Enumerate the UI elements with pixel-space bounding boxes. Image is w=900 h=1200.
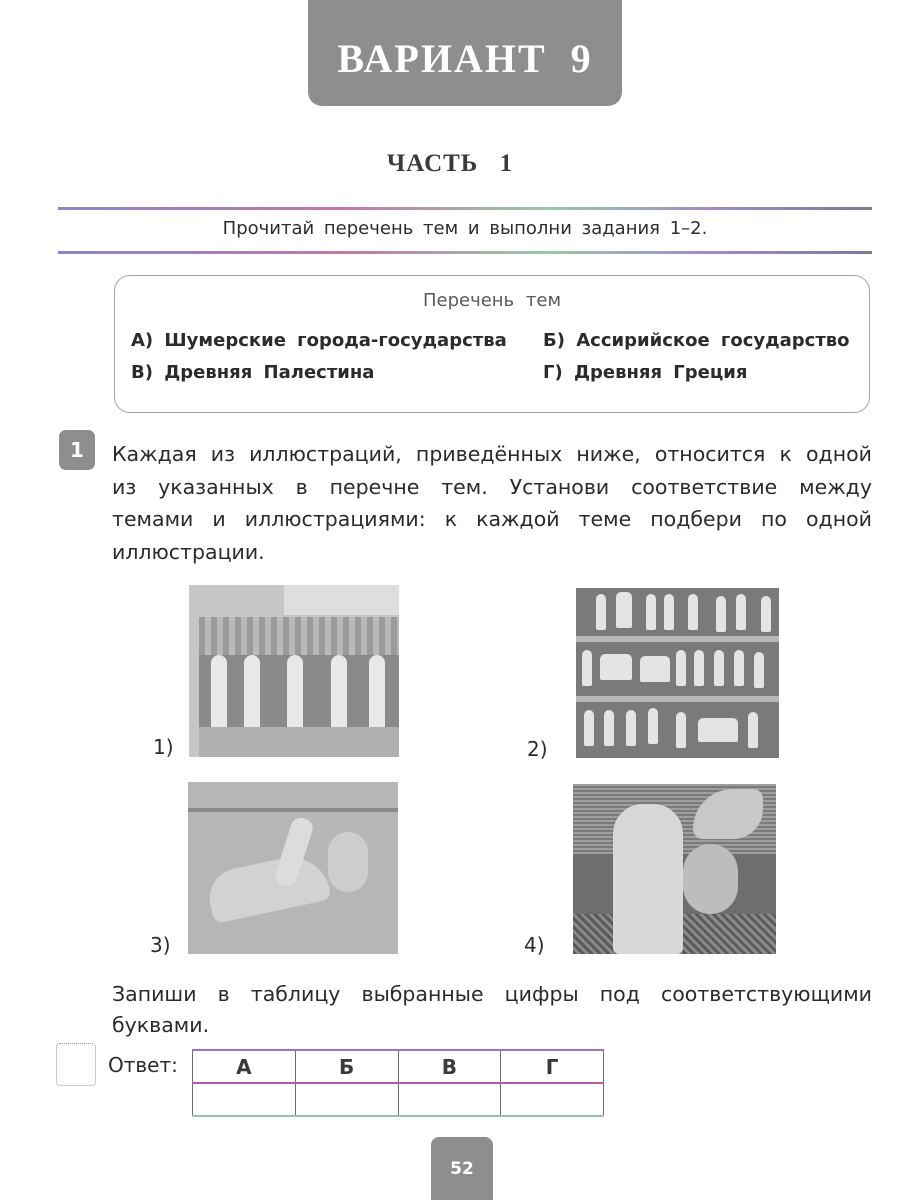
answer-table — [192, 1049, 604, 1117]
answer-label: Ответ: — [108, 1053, 178, 1077]
illustration-4-label: 4) — [524, 933, 545, 957]
part-title: ЧАСТЬ 1 — [386, 150, 514, 177]
answer-cell-b[interactable] — [295, 1083, 398, 1116]
illustration-1-label: 1) — [153, 735, 174, 759]
answer-cell-a[interactable] — [193, 1083, 296, 1116]
illustration-3-assyrian-relief-image — [188, 782, 398, 954]
task-number-badge: 1 — [59, 430, 95, 470]
topic-b: Б) Ассирийское государство — [543, 330, 850, 351]
illustration-1-caryatids-image — [189, 585, 399, 757]
topic-v: В) Древняя Палестина — [131, 362, 375, 383]
answer-checkbox[interactable] — [56, 1043, 96, 1086]
illustration-2-label: 2) — [527, 737, 548, 761]
instruction-text: Прочитай перечень тем и выполни задания 1–2. — [222, 218, 708, 239]
topics-title: Перечень тем — [422, 290, 562, 311]
illustration-3-label: 3) — [150, 933, 171, 957]
answer-col-v: В — [398, 1050, 501, 1083]
answer-col-g: Г — [501, 1050, 604, 1083]
page-number: 52 — [431, 1137, 493, 1200]
answer-cell-v[interactable] — [398, 1083, 501, 1116]
task-text: Каждая из иллюстраций, приведённых ниже, относится к одной из указанных в перечне тем. Установи соответствие между темами и иллюстрациями: к каждой теме подбери по одной иллюстрации. — [112, 442, 872, 564]
answer-col-b: Б — [295, 1050, 398, 1083]
answer-col-a: А — [193, 1050, 296, 1083]
illustration-4-engraving-image — [573, 784, 776, 954]
variant-banner — [308, 0, 622, 106]
answer-value-row — [193, 1083, 604, 1116]
divider-bottom — [58, 251, 872, 254]
divider-top — [58, 207, 872, 210]
variant-title: ВАРИАНТ 9 — [337, 35, 593, 81]
illustration-2-relief-image — [576, 588, 779, 758]
record-instruction: Запиши в таблицу выбранные цифры под соответствующими буквами. — [112, 982, 872, 1037]
topics-box — [114, 275, 870, 413]
topic-g: Г) Древняя Греция — [543, 362, 748, 383]
answer-header-row — [193, 1050, 604, 1083]
topic-a: А) Шумерские города-государства — [131, 330, 507, 351]
answer-cell-g[interactable] — [501, 1083, 604, 1116]
